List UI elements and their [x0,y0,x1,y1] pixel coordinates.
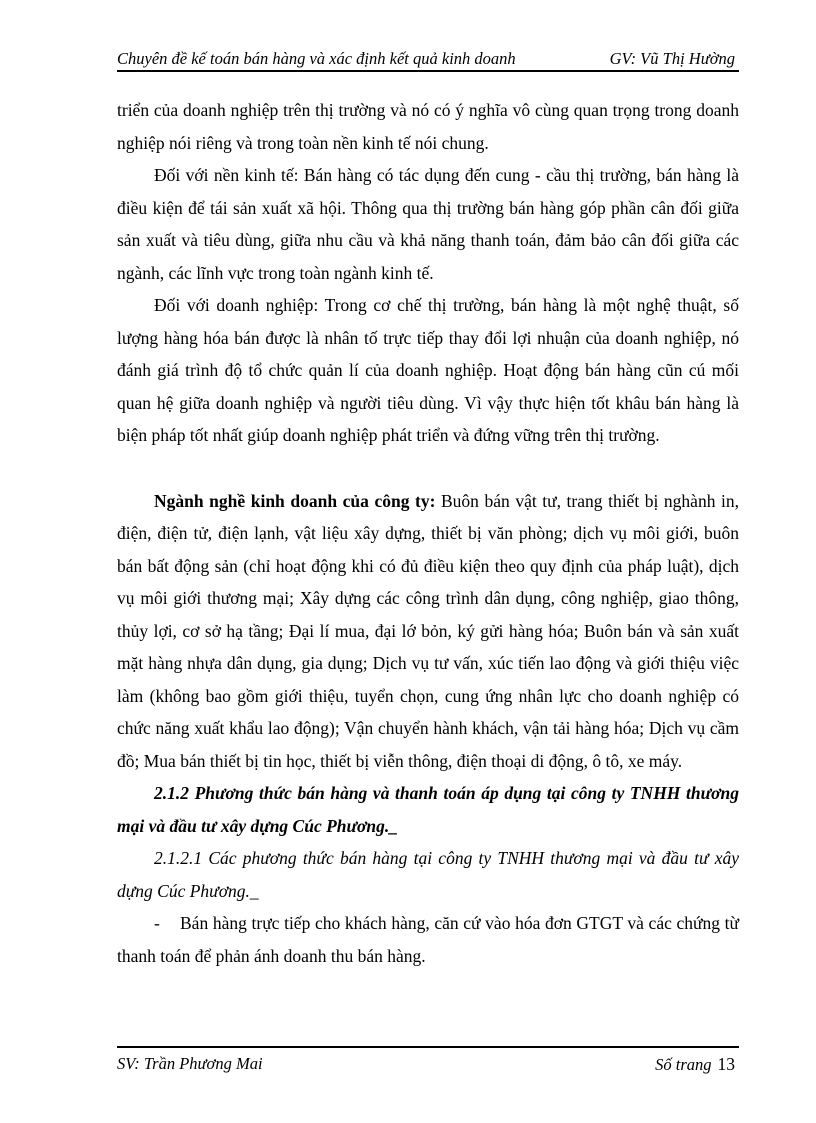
business-lines-label: Ngành nghề kinh doanh của công ty: [154,490,436,511]
section-heading-2-1-2: 2.1.2 Phương thức bán hàng và thanh toán áp dụng tại công ty TNHH thương mại và đầu tư xây dựng Cúc Phương._ [117,783,739,836]
header-title: Chuyên đề kế toán bán hàng và xác định kết quả kinh doanh [117,49,516,68]
paragraph-economy: Đối với nền kinh tế: Bán hàng có tác dụng đến cung - cầu thị trường, bán hàng là điều kiện để tái sản xuất xã hội. Thông qua thị trường bán hàng góp phần cân đối giữa sản xuất và tiêu dùng, giữa nhu cầu và khả năng thanh toán, đảm bảo cân đối giữa các ngành, các lĩnh vực trong toàn ngành kinh tế. [117,165,739,283]
footer-student: SV: Trần Phương Mai [117,1054,263,1073]
paragraph-business-lines [117,485,739,778]
page-header [117,46,739,72]
bullet-text: Bán hàng trực tiếp cho khách hàng, căn cứ vào hóa đơn GTGT và các chứng từ thanh toán để phản ánh doanh thu bán hàng. [117,913,739,966]
subsection-heading-2-1-2-1: 2.1.2.1 Các phương thức bán hàng tại công ty TNHH thương mại và đầu tư xây dựng Cúc Phương._ [117,848,739,901]
bullet-item [117,907,739,972]
header-instructor: GV: Vũ Thị Hường [609,49,735,68]
footer-page-label: Số trang [655,1055,712,1074]
footer-page [655,1054,735,1075]
footer-page-number: 13 [717,1054,735,1074]
page-body [117,94,739,972]
paragraph-gap [117,452,739,485]
business-lines-text: Buôn bán vật tư, trang thiết bị nghành in, điện, điện tử, điện lạnh, vật liệu xây dựng, thiết bị văn phòng; dịch vụ môi giới, buôn bán bất động sản (chỉ hoạt động khi có đủ điều kiện theo quy định của pháp luật), dịch vụ môi giới thương mại; Xây dựng các công trình dân dụng, công nghiệp, giao thông, thủy lợi, cơ sở hạ tầng; Đại lí mua, đại lớ bỏn, ký gửi hàng hóa; Buôn bán và sản xuất mặt hàng nhựa dân dụng, gia dụng; Dịch vụ tư vấn, xúc tiến lao động và giới thiệu việc làm (không bao gồm giới thiệu, tuyển chọn, cung ứng nhân lực cho doanh nghiệp có chức năng xuất khẩu lao động); Vận chuyển hành khách, vận tải hàng hóa; Dịch vụ cầm đồ; Mua bán thiết bị tin học, thiết bị viễn thông, điện thoại di động, ô tô, xe máy. [117,490,740,771]
paragraph-enterprise: Đối với doanh nghiệp: Trong cơ chế thị trường, bán hàng là một nghệ thuật, số lượng hàng hóa bán được là nhân tố trực tiếp thay đổi lợi nhuận của doanh nghiệp, nó đánh giá trình độ tổ chức quản lí của doanh nghiệp. Hoạt động bán hàng cũn cú mối quan hệ giữa doanh nghiệp và người tiêu dùng. Vì vậy thực hiện tốt khâu bán hàng là biện pháp tốt nhất giúp doanh nghiệp phát triển và đứng vững trên thị trường. [117,295,739,445]
paragraph-continuation: triển của doanh nghiệp trên thị trường và nó có ý nghĩa vô cùng quan trọng trong doanh nghiệp nói riêng và trong toàn nền kinh tế nói chung. [117,100,739,153]
bullet-dash: - [154,913,160,933]
page-footer [117,1046,739,1080]
